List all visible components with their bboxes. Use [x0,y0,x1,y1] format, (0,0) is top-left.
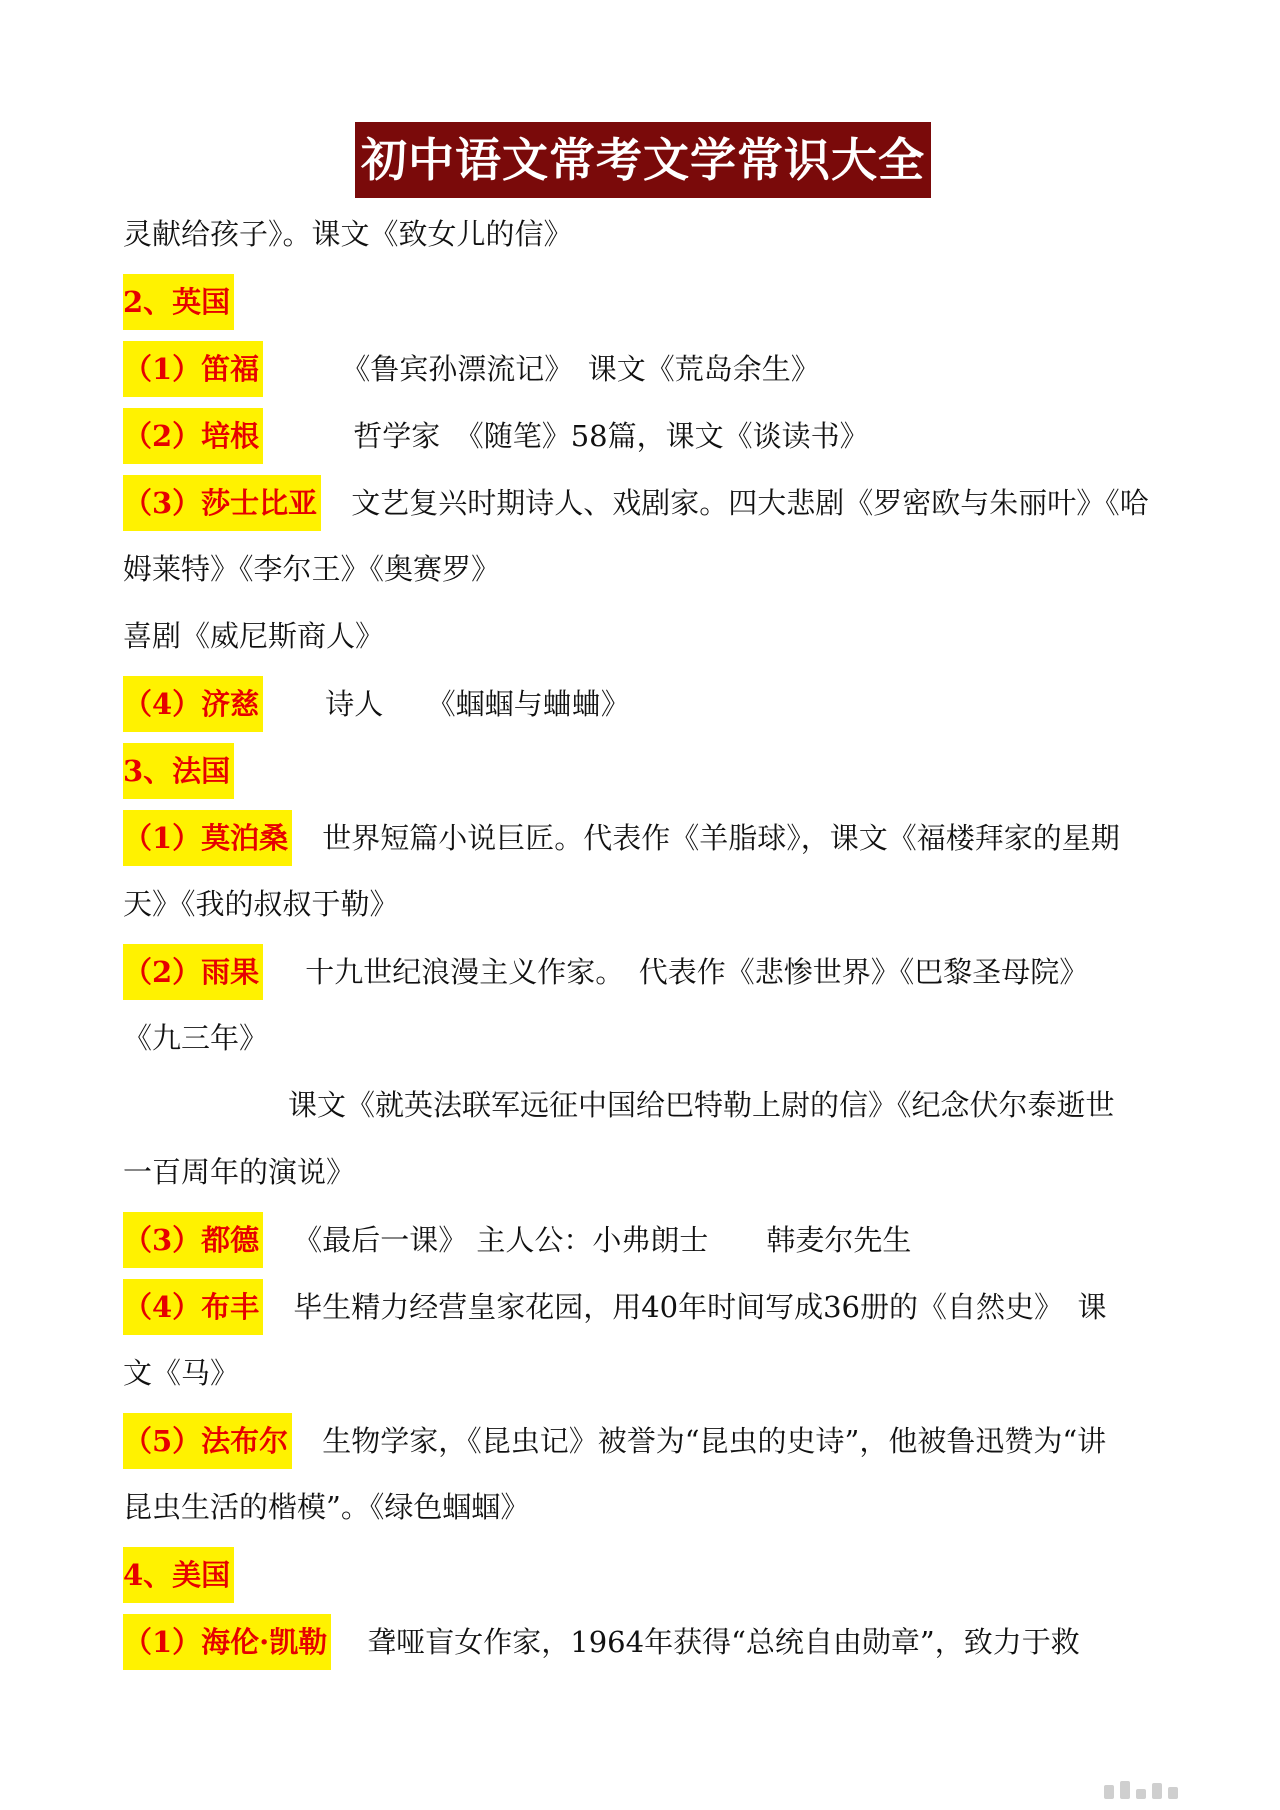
entry-text: 毕生精力经营皇家花园，用40年时间写成36册的《自然史》 课 [293,1290,1107,1324]
entry-label: （1）莫泊桑 [123,810,292,866]
section-heading-france [123,743,234,793]
entry-keats [123,676,630,726]
entry-daudet [123,1212,911,1262]
entry-label: （1）海伦·凯勒 [123,1614,331,1670]
entry-label: （1）笛福 [123,341,263,397]
entry-label: （3）莎士比亚 [123,475,321,531]
entry-text: 聋哑盲女作家，1964年获得“总统自由勋章”，致力于救 [367,1625,1080,1659]
line-text: 文《马》 [123,1356,240,1390]
text-line [123,1346,239,1396]
entry-defoe [123,341,820,391]
entry-text: 诗人 《蝈蝈与蛐蛐》 [325,687,630,721]
line-text: 姆莱特》《李尔王》《奥赛罗》 [123,552,501,586]
text-line [123,1480,529,1530]
entry-text: 哲学家 《随笔》58篇，课文《谈读书》 [353,419,869,453]
text-line [123,1145,355,1195]
line-text: 一百周年的演说》 [123,1155,356,1189]
entry-maupassant [123,810,1120,860]
line-text: 课文《就英法联军远征中国给巴特勒上尉的信》《纪念伏尔泰逝世 [288,1088,1115,1122]
line-text: 《九三年》 [123,1021,269,1055]
text-line-indented [123,1078,1115,1128]
entry-text: 《最后一课》 主人公：小弗朗士 韩麦尔先生 [293,1223,912,1257]
section-label: 4、美国 [123,1547,234,1603]
section-heading-england [123,274,234,324]
entry-label: （4）济慈 [123,676,263,732]
entry-label: （2）培根 [123,408,263,464]
entry-text: 十九世纪浪漫主义作家。 代表作《悲惨世界》《巴黎圣母院》 [305,955,1089,989]
text-line [123,609,384,659]
line-text: 喜剧《威尼斯商人》 [123,619,385,653]
entry-label: （5）法布尔 [123,1413,292,1469]
entry-text: 生物学家，《昆虫记》被誉为“昆虫的史诗”，他被鲁迅赞为“讲 [322,1424,1107,1458]
entry-helen-keller [123,1614,1080,1664]
entry-label: （4）布丰 [123,1279,263,1335]
entry-buffon [123,1279,1107,1329]
watermark-icon [1104,1781,1254,1799]
section-heading-usa [123,1547,234,1597]
page-title: 初中语文常考文学常识大全 [355,122,931,198]
section-label: 3、法国 [123,743,234,799]
entry-hugo [123,944,1088,994]
line-text: 天》《我的叔叔于勒》 [123,887,399,921]
entry-label: （2）雨果 [123,944,263,1000]
text-line [123,542,500,592]
line-text: 灵献给孩子》。课文《致女儿的信》 [123,217,573,251]
entry-label: （3）都德 [123,1212,263,1268]
entry-text: 世界短篇小说巨匠。代表作《羊脂球》，课文《福楼拜家的星期 [322,821,1120,855]
section-label: 2、英国 [123,274,234,330]
entry-text: 文艺复兴时期诗人、戏剧家。四大悲剧《罗密欧与朱丽叶》《哈 [351,486,1149,520]
entry-shakespeare [123,475,1149,525]
text-line [123,1011,268,1061]
text-line [123,207,573,257]
line-text: 昆虫生活的楷模”。《绿色蝈蝈》 [123,1490,530,1524]
entry-text: 《鲁宾孙漂流记》 课文《荒岛余生》 [341,352,820,386]
entry-bacon [123,408,869,458]
text-line [123,877,399,927]
entry-fabre [123,1413,1106,1463]
